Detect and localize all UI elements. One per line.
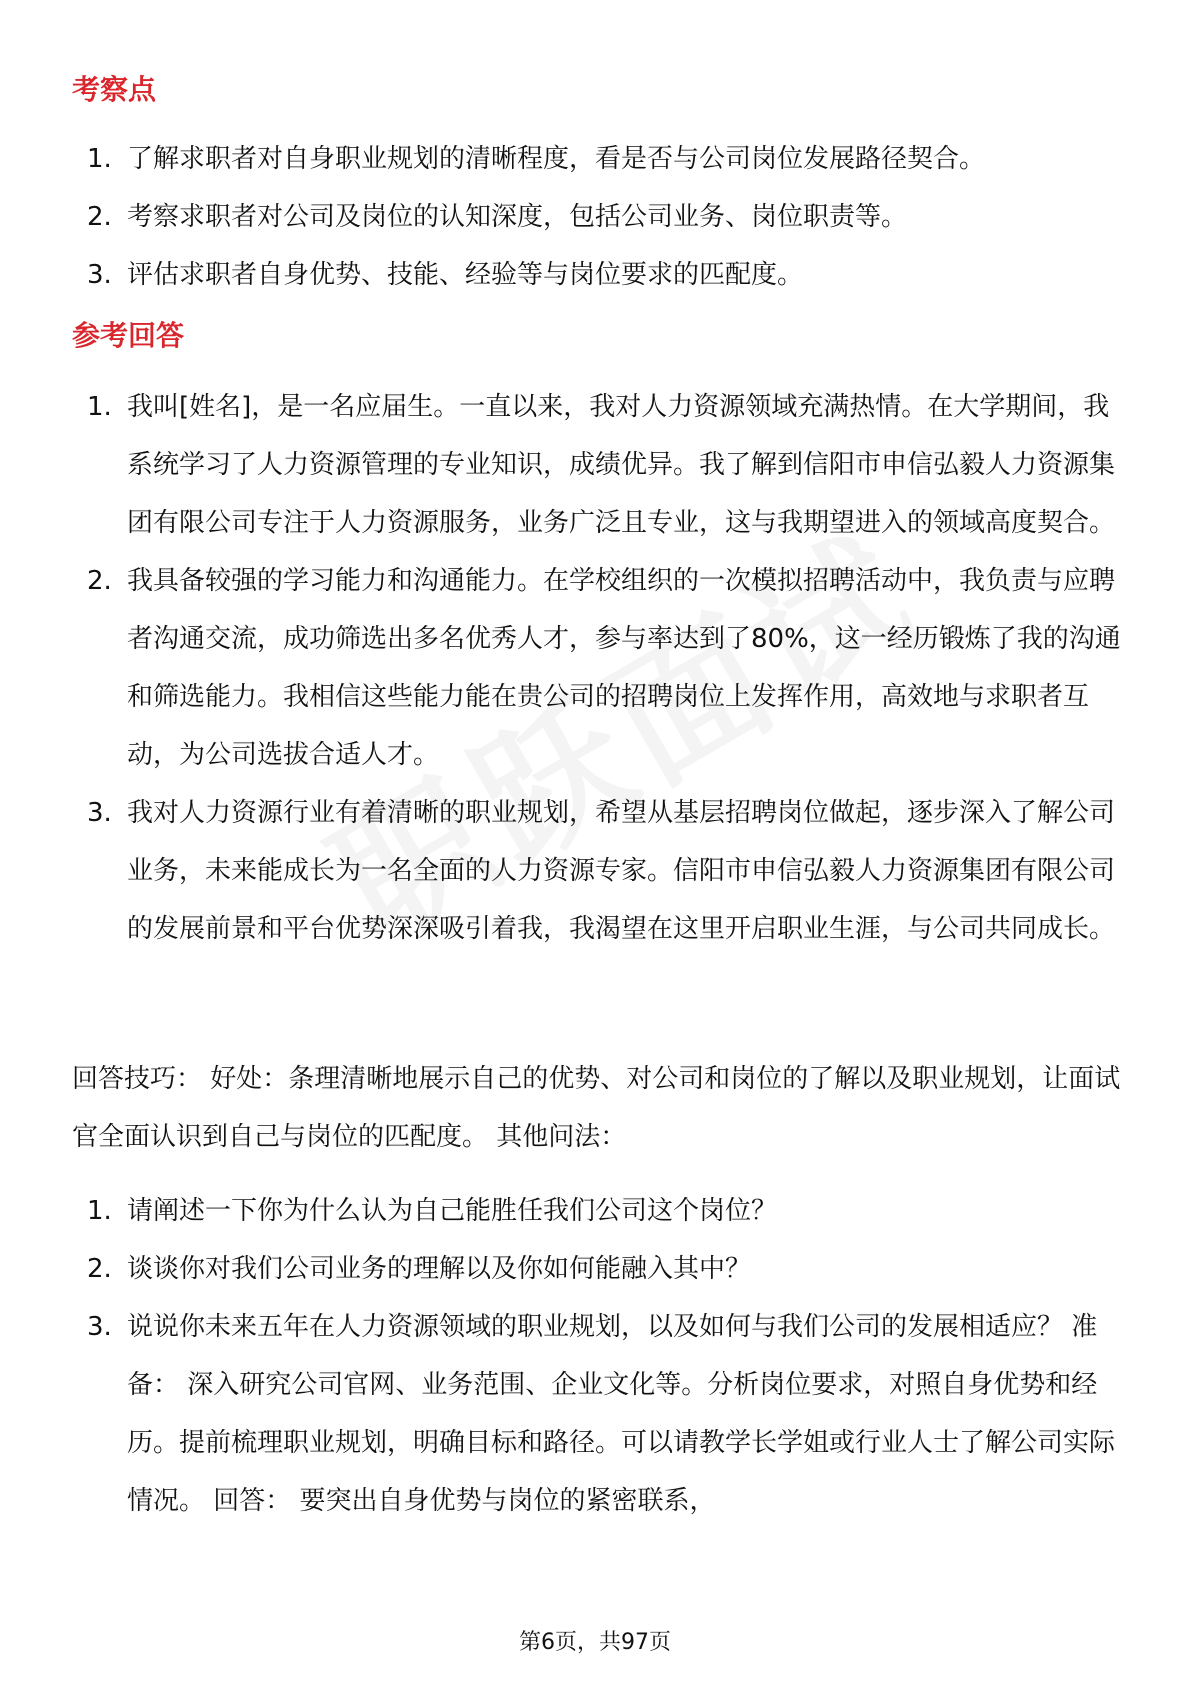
list-item-text: 谈谈你对我们公司业务的理解以及你如何能融入其中？: [127, 1254, 752, 1284]
list-item: [72, 552, 1122, 784]
list-item-text: 考察求职者对公司及岗位的认知深度，包括公司业务、岗位职责等。: [127, 202, 908, 232]
list-item: [72, 1240, 1122, 1298]
list-item: [72, 784, 1122, 958]
other-questions-list: [72, 1182, 1122, 1530]
list-item: [72, 1182, 1122, 1240]
list-item-number: 3.: [87, 798, 112, 828]
section-title-kaochadian: 考察点: [72, 73, 157, 106]
cankao-huida-list: [72, 378, 1122, 958]
list-item-number: 2.: [87, 202, 112, 232]
list-item: [72, 246, 1122, 304]
list-item-text: 我具备较强的学习能力和沟通能力。在学校组织的一次模拟招聘活动中，我负责与应聘者沟通交流，成功筛选出多名优秀人才，参与率达到了80%，这一经历锻炼了我的沟通和筛选能力。我相信这些能力能在贵公司的招聘岗位上发挥作用，高效地与求职者互动，为公司选拔合适人才。: [127, 566, 1121, 770]
list-item-number: 3.: [87, 260, 112, 290]
list-item-text: 了解求职者对自身职业规划的清晰程度，看是否与公司岗位发展路径契合。: [127, 144, 986, 174]
list-item-text: 请阐述一下你为什么认为自己能胜任我们公司这个岗位？: [127, 1196, 778, 1226]
list-item-text: 我对人力资源行业有着清晰的职业规划，希望从基层招聘岗位做起，逐步深入了解公司业务，未来能成长为一名全面的人力资源专家。信阳市申信弘毅人力资源集团有限公司的发展前景和平台优势深深吸引着我，我渴望在这里开启职业生涯，与公司共同成长。: [127, 798, 1116, 944]
list-item-number: 3.: [87, 1312, 112, 1342]
list-item-number: 2.: [87, 1254, 112, 1284]
list-item: [72, 130, 1122, 188]
list-item-number: 1.: [87, 1196, 112, 1226]
kaochadian-list: [72, 130, 1122, 304]
section-title-cankao-huida: 参考回答: [72, 319, 185, 352]
list-item-text: 说说你未来五年在人力资源领域的职业规划，以及如何与我们公司的发展相适应？ 准备： 深入研究公司官网、业务范围、企业文化等。分析岗位要求，对照自身优势和经历。提前梳理职业规划，明确目标和路径。可以请教学长学姐或行业人士了解公司实际情况。 回答： 要突出自身优势与岗位的紧密联系，: [127, 1312, 1116, 1516]
list-item: [72, 1298, 1122, 1530]
list-item-text: 我叫[姓名]，是一名应届生。一直以来，我对人力资源领域充满热情。在大学期间，我系统学习了人力资源管理的专业知识，成绩优异。我了解到信阳市申信弘毅人力资源集团有限公司专注于人力资源服务，业务广泛且专业，这与我期望进入的领域高度契合。: [127, 392, 1116, 538]
answer-tips-paragraph: 回答技巧： 好处：条理清晰地展示自己的优势、对公司和岗位的了解以及职业规划，让面试官全面认识到自己与岗位的匹配度。 其他问法：: [72, 1064, 1121, 1152]
list-item-text: 评估求职者自身优势、技能、经验等与岗位要求的匹配度。: [127, 260, 804, 290]
list-item: [72, 188, 1122, 246]
page-number-footer: 第6页，共97页: [519, 1630, 671, 1655]
list-item: [72, 378, 1122, 552]
list-item-number: 1.: [87, 392, 112, 422]
list-item-number: 2.: [87, 566, 112, 596]
list-item-number: 1.: [87, 144, 112, 174]
